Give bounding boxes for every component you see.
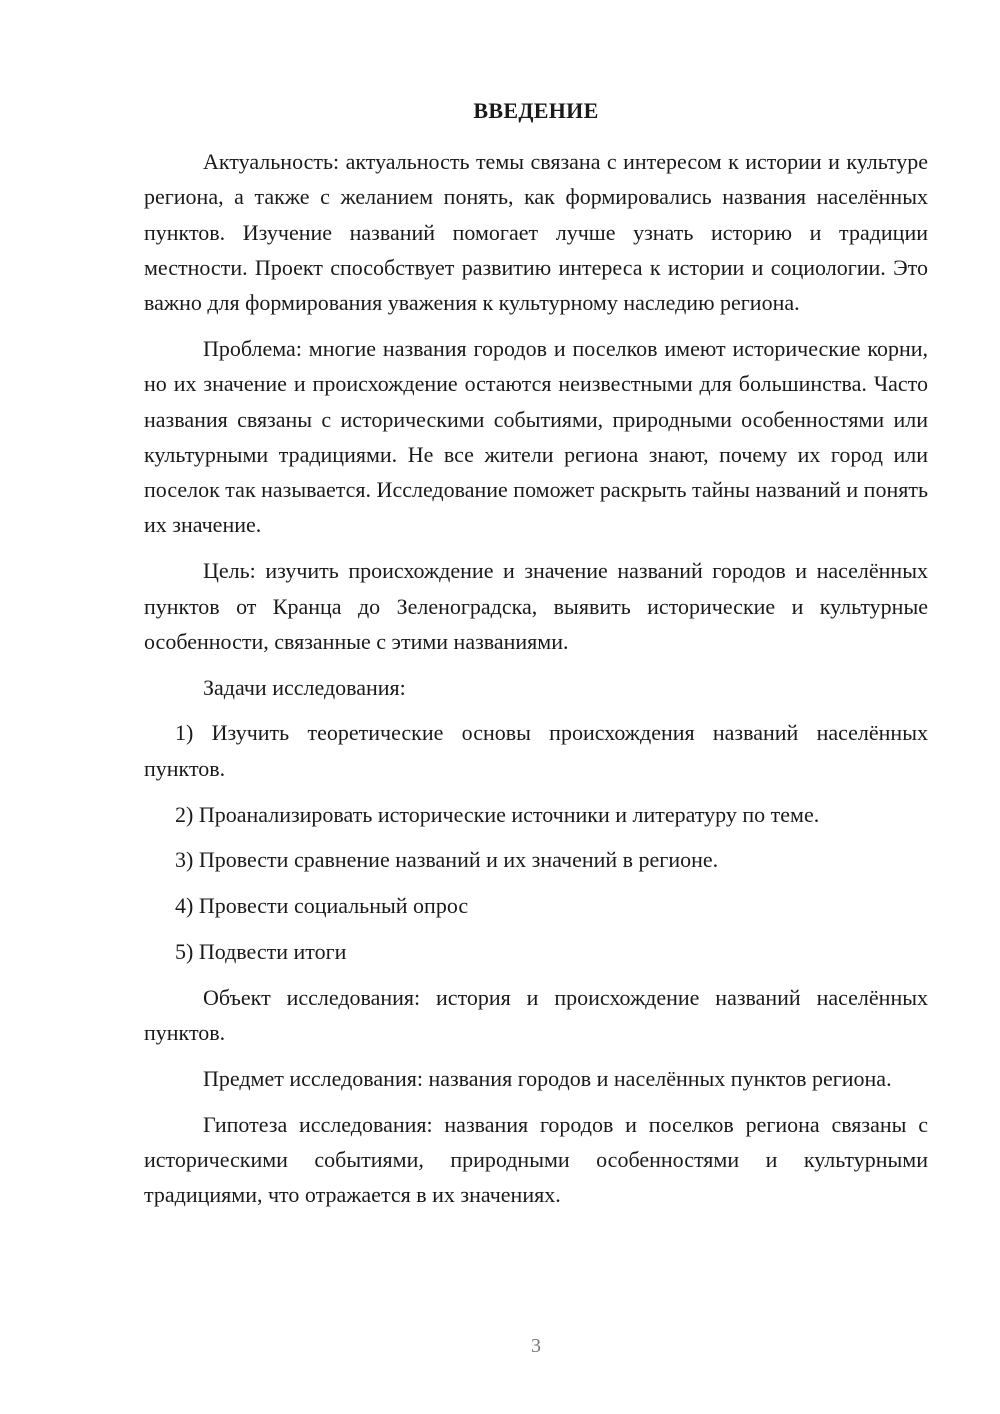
task-item: 2) Проанализировать исторические источники и литературу по теме. — [175, 801, 820, 827]
goal-paragraph: Цель: изучить происхождение и значение названий городов и населённых пунктов от Кранца до Зеленоградска, выявить исторические и культурные особенности, связанные с этими названиями. — [144, 558, 928, 654]
subject-paragraph: Предмет исследования: названия городов и населённых пунктов региона. — [203, 1065, 892, 1091]
body-text — [144, 144, 928, 1223]
task-item: 5) Подвести итоги — [175, 938, 347, 964]
object-paragraph: Объект исследования: история и происхождение названий населённых пунктов. — [144, 984, 928, 1046]
hypothesis-paragraph: Гипотеза исследования: названия городов и поселков региона связаны с историческими событиями, природными особенностями и культурными традициями, что отражается в их значениях. — [144, 1111, 928, 1208]
problem-paragraph: Проблема: многие названия городов и поселков имеют исторические корни, но их значение и происхождение остаются неизвестными для большинства. Часто названия связаны с историческими событиями, природными особенностями или культурными традициями. Не все жители региона знают, почему их город или поселок так называется. Исследование поможет раскрыть тайны названий и понять их значение. — [144, 335, 928, 538]
task-item: 1) Изучить теоретические основы происхождения названий населённых пунктов. — [144, 720, 928, 781]
task-item: 4) Провести социальный опрос — [175, 893, 469, 919]
page-title: ВВЕДЕНИЕ — [473, 98, 599, 123]
relevance-paragraph: Актуальность: актуальность темы связана с интересом к истории и культуре региона, а также с желанием понять, как формировались названия населённых пунктов. Изучение названий помогает лучше узнать историю и традиции местности. Проект способствует развитию интереса к истории и социологии. Это важно для формирования уважения к культурному наследию региона. — [144, 149, 928, 316]
page-number: 3 — [531, 1335, 541, 1357]
tasks-heading: Задачи исследования: — [203, 674, 406, 700]
task-item: 3) Провести сравнение названий и их значений в регионе. — [175, 847, 719, 873]
